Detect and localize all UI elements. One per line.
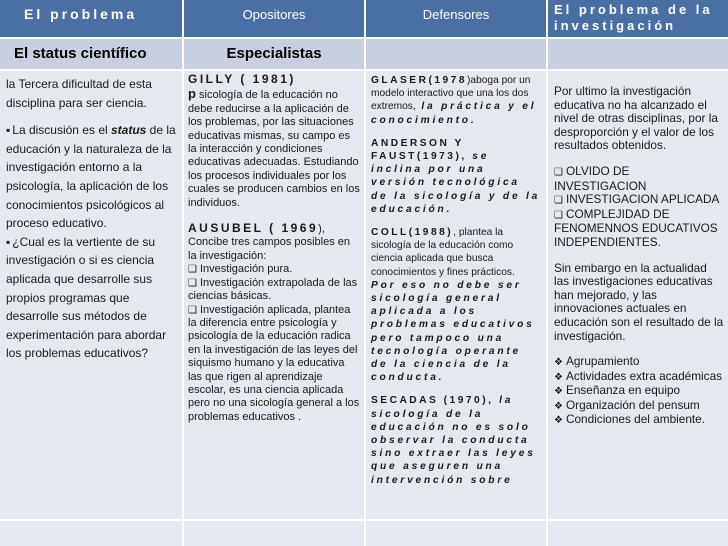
col4-item-ensenanza: ❖ Enseñanza en equipo	[554, 384, 724, 399]
col4-item-agrupamiento: ❖ Agrupamiento	[554, 355, 724, 370]
body-col4	[548, 71, 728, 519]
glaser-heading: GLASER(1978	[371, 75, 468, 86]
col4-paragraph-2: Sin embargo en la actualidad las investigaciones educativas han mejorado, y las innovaciones actuales en educación son el resultado de la investigación.	[554, 260, 724, 343]
subheader-empty-4	[548, 39, 728, 69]
col1-paragraph-2	[6, 121, 178, 233]
col4-item-pensum: ❖ Organización del pensum	[554, 399, 724, 414]
col4-item-olvido: ❑ OLVIDO DE INVESTIGACION	[554, 165, 724, 193]
gilly-initial: p	[188, 86, 196, 102]
col1-paragraph-3: ▪ ¿Cual es la vertiente de su investigación o si es ciencia aplicada que desarrolle sus propios programas que desarrolle sus métodos de experimentación para abordar los problemas educativos?	[6, 233, 178, 363]
coll-text: , plantea la sicología de la educación como ciencia aplicada que busca conocimientos y fines prácticos.	[371, 227, 515, 278]
gilly-heading: GILLY ( 1981)	[188, 72, 296, 86]
secadas-heading: SECADAS (1970),	[371, 395, 494, 407]
col3-coll	[371, 226, 542, 384]
anderson-italic: se inclina por una versión tecnológica de la sicología y de la educación.	[371, 151, 541, 215]
coll-italic: Por eso no debe ser sicología general aplicada a los problemas educativos pero tampoco una tecnología operante de la ciencia de la conducta.	[371, 279, 535, 384]
anderson-heading: ANDERSON Y FAUST(1973),	[371, 137, 467, 163]
header-defensores	[366, 0, 546, 37]
col3-anderson	[371, 137, 542, 216]
subheader-especialistas	[184, 39, 364, 69]
header-col2-text: Opositores	[242, 7, 306, 22]
header-el-problema	[0, 0, 182, 37]
col2-gilly-text	[188, 87, 360, 210]
col4-paragraph-1: Por ultimo la investigación educativa no ha alcanzado el nivel de otras disciplinas, por la desproporción y el valor de los resultados obtenidos.	[554, 84, 718, 153]
col1-p2-c: de la educación y la naturaleza de la investigación entorno a la psicología, la aplicación de los conocimientos psicológicos al proceso educativo.	[6, 123, 176, 231]
header-col3-text: Defensores	[422, 7, 490, 22]
coll-heading: COLL(1988)	[371, 227, 454, 239]
footer-divider-2	[364, 521, 366, 546]
subheader-col1-text: El status científico	[14, 45, 147, 62]
subheader-col2-text: Especialistas	[226, 45, 322, 62]
subheader-status	[0, 39, 182, 69]
body-col2	[184, 71, 364, 519]
ausubel-heading: AUSUBEL ( 1969	[188, 221, 319, 236]
header-col4-text: El problema de la investigación	[554, 2, 713, 33]
col4-item-ambiente: ❖ Condiciones del ambiente.	[554, 413, 724, 428]
col1-paragraph-1: la Tercera dificultad de esta disciplina para ser ciencia.	[6, 77, 152, 110]
body-col3	[366, 71, 546, 519]
ausubel-tail: ),	[318, 223, 325, 236]
glaser-italic: la práctica y el conocimiento.	[371, 101, 537, 126]
col2-ausubel	[188, 222, 360, 236]
glaser-text: )aboga por un modelo interactivo que una los dos extremos,	[371, 75, 531, 113]
gilly-body: sicología de la educación no debe reducirse a la aplicación de los problemas, por las situaciones educativas mismas, su campo es la interacción y condiciones educativas adecuadas. Estudiando los procesos individuales por los cuales se producen cambios en los individuos.	[188, 89, 360, 209]
header-col1-text: El problema	[24, 6, 138, 22]
col3-secadas	[371, 394, 542, 486]
col4-item-complejidad: ❑ COMPLEJIDAD DE FENOMENNOS EDUCATIVOS INDEPENDIENTES.	[554, 208, 724, 250]
col1-p2-a: La discusión es el	[12, 123, 111, 138]
footer-divider-1	[182, 521, 184, 546]
secadas-italic: la sicología de la educación no es solo observar la conducta sino extraer las leyes que aseguren una intervención sobre	[371, 395, 536, 486]
col4-item-actividades: ❖ Actividades extra académicas	[554, 370, 724, 385]
col3-glaser	[371, 74, 542, 127]
subheader-empty-3	[366, 39, 546, 69]
col1-p2-b: status	[111, 123, 147, 138]
ausubel-item-1: ❑ Investigación pura.	[188, 263, 360, 276]
ausubel-item-3: ❑ Investigación aplicada, plantea la diferencia entre psicología y psicología de la educación radica en la investigación de las leyes del siquismo humano y la educativa las que rigen al aprendizaje escolar, es una ciencia aplicada pero no una sicología general a los problemas educativos .	[188, 304, 360, 425]
body-col1	[0, 71, 182, 519]
ausubel-text: Concibe tres campos posibles en la investigación:	[188, 236, 351, 262]
header-opositores	[184, 0, 364, 37]
col4-item-aplicada: ❑ INVESTIGACION APLICADA	[554, 193, 724, 208]
header-problema-investigacion	[548, 0, 728, 37]
footer-divider-3	[546, 521, 548, 546]
col2-gilly	[188, 73, 360, 87]
ausubel-item-2: ❑ Investigación extrapolada de las ciencias básicas.	[188, 277, 360, 304]
